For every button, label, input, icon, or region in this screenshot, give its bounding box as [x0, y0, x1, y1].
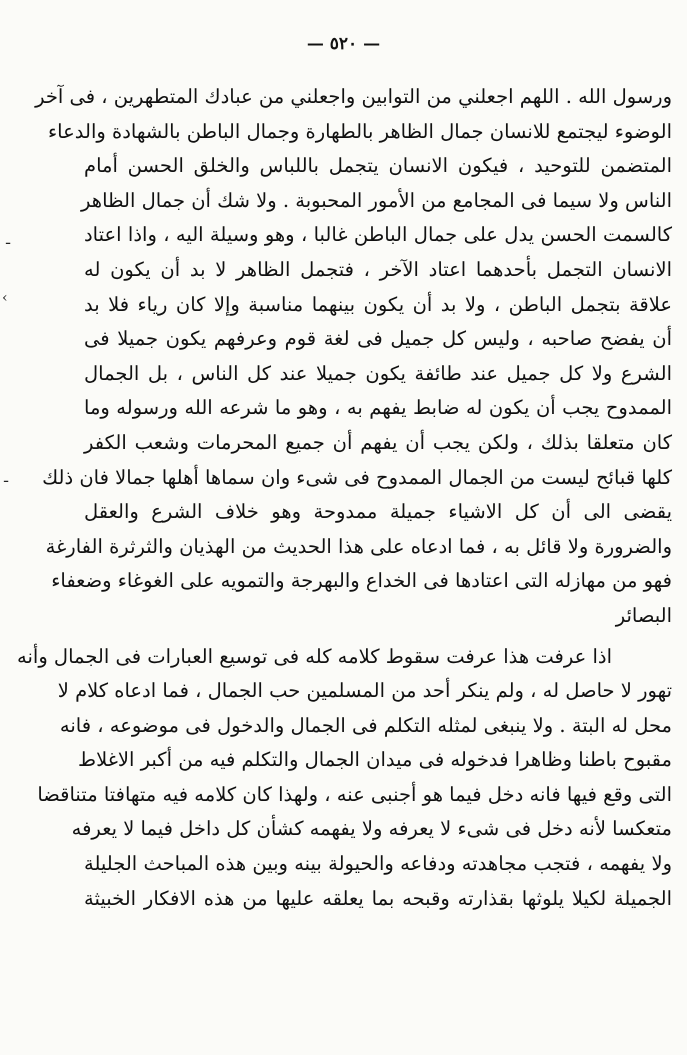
margin-mark: ‹: [2, 290, 8, 306]
text-line: ولا يفهمه ، فتجب مجاهدته ودفاعه والحيولة بينه وبين هذه المباحث الجليلة: [84, 852, 672, 876]
text-line: ورسول الله . اللهم اجعلني من التوابين واجعلني من عبادك المتطهرين ، فى آخر: [35, 85, 672, 108]
text-line: الناس ولا سيما فى المجامع من الأمور المحبوبة . ولا شك أن جمال الظاهر: [81, 188, 672, 212]
text-line: كالسمت الحسن يدل على جمال الباطن غالبا ، وهو وسيلة اليه ، واذا اعتاد: [84, 223, 672, 247]
text-line: محل له البتة . ولا ينبغى لمثله التكلم فى الجمال والدخول فى موضوعه ، فانه: [59, 713, 672, 737]
text-line: أن يفضح صاحبه ، وليس كل جميل فى لغة قوم وعرفهم يكون جميلا فى: [84, 327, 672, 351]
text-line: تهور لا حاصل له ، ولم ينكر أحد من المسلمين حب الجمال ، فما ادعاه كلام لا: [57, 679, 672, 703]
text-line: الجميلة لكيلا يلوثها بقذارته وقبحه بما يعلقه عليها من هذه الافكار الخبيثة: [84, 886, 672, 910]
text-line: علاقة بتجمل الباطن ، ولا بد أن يكون بينهما مناسبة وإلا كان رياء فلا بد: [84, 292, 672, 316]
text-line: كلها قبائح ليست من الجمال الممدوح فى شىء وان سماها أهلها جمالا فان ذلك: [42, 465, 672, 489]
paragraph: [17, 640, 672, 917]
text-line: متعكسا لأنه دخل فى شىء لا يعرفه ولا يفهمه كشأن كل داخل فيما لا يعرفه: [71, 817, 672, 841]
text-line: البصائر: [615, 603, 672, 627]
paragraph: [35, 80, 672, 634]
text-line: اذا عرفت هذا عرفت سقوط كلامه كله فى توسيع العبارات فى الجمال وأنه: [17, 644, 612, 668]
margin-mark: ـ: [6, 232, 11, 248]
text-line: الوضوء ليجتمع للانسان جمال الظاهر بالطهارة وجمال الباطن بالشهادة والدعاء: [48, 119, 672, 143]
text-line: الشرع ولا كل جميل عند طائفة يكون جميلا عند كل الناس ، بل الجمال: [84, 361, 672, 385]
text-line: الممدوح يجب أن يكون له ضابط يفهم به ، وهو ما شرعه الله ورسوله وما: [84, 396, 672, 420]
text-line: فهو من مهازله التى اعتادها فى الخداع والبهرجة والتمويه على الغوغاء وضعفاء: [51, 569, 672, 593]
text-line: التى وقع فيها فانه دخل فيما هو أجنبى عنه ، ولهذا كان كلامه فيه متهافتا متناقضا: [37, 782, 672, 806]
text-line: الانسان التجمل بأحدهما اعتاد الآخر ، فتجمل الظاهر لا بد أن يكون له: [84, 257, 672, 281]
body-text: [17, 80, 672, 916]
text-line: والضرورة ولا قائل به ، فما ادعاه على هذا الحديث من الهذيان والثرثرة الفارغة: [45, 534, 672, 558]
text-line: المتضمن للتوحيد ، فيكون الانسان يتجمل باللباس والخلق الحسن أمام: [84, 154, 672, 178]
margin-mark: ـ: [4, 470, 9, 486]
text-line: كان متعلقا بذلك ، ولكن يجب أن يفهم أن جميع المحرمات وشعب الكفر: [84, 430, 672, 454]
text-line: مقبوح باطنا وظاهرا فدخوله فى ميدان الجمال والتكلم فيه من أكبر الاغلاط: [78, 748, 672, 772]
page-number: — ٥٢٠ —: [306, 34, 381, 54]
text-line: يقضى الى أن كل الاشياء جميلة ممدوحة وهو خلاف الشرع والعقل: [84, 500, 672, 524]
